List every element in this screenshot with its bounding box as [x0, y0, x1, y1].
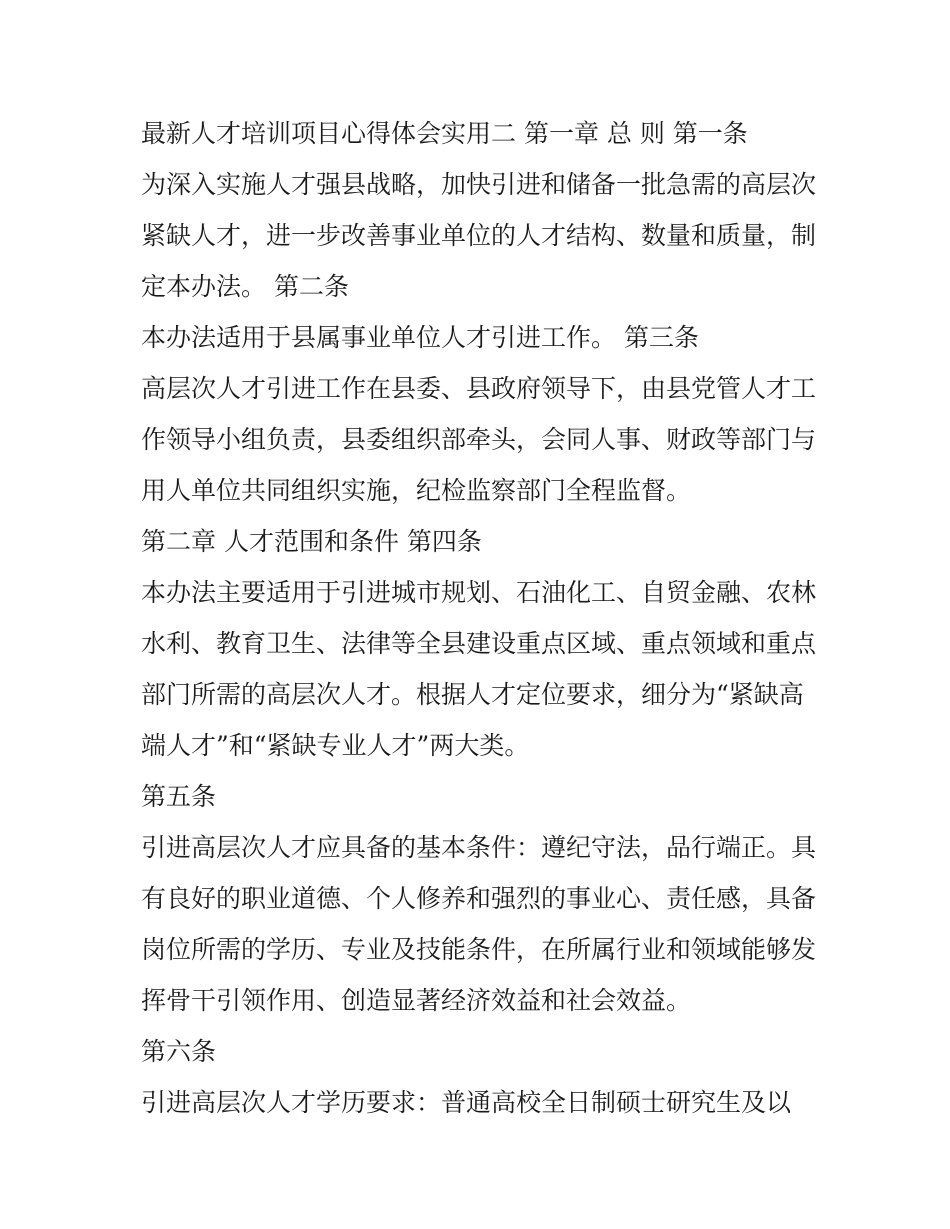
- text-line: 用人单位共同组织实施，纪检监察部门全程监督。: [141, 476, 692, 505]
- text-line: 定本办法。 第二条: [141, 272, 349, 301]
- text-line: 高层次人才引进工作在县委、县政府领导下，由县党管人才工: [141, 374, 817, 403]
- text-line: 为深入实施人才强县战略，加快引进和储备一批急需的高层次: [141, 170, 817, 199]
- text-line: 岗位所需的学历、专业及技能条件，在所属行业和领域能够发: [141, 935, 817, 964]
- text-line: 有良好的职业道德、个人修养和强烈的事业心、责任感，具备: [141, 884, 817, 913]
- text-line: 最新人才培训项目心得体会实用二 第一章 总 则 第一条: [141, 119, 748, 148]
- text-line: 水利、教育卫生、法律等全县建设重点区域、重点领域和重点: [141, 629, 817, 658]
- text-line: 第六条: [141, 1037, 217, 1066]
- text-line: 第五条: [141, 782, 217, 811]
- text-line: 引进高层次人才应具备的基本条件：遵纪守法，品行端正。具: [141, 833, 817, 862]
- text-line: 作领导小组负责，县委组织部牵头，会同人事、财政等部门与: [141, 425, 817, 454]
- text-line: 部门所需的高层次人才。根据人才定位要求，细分为“紧缺高: [141, 680, 804, 709]
- text-line: 本办法主要适用于引进城市规划、石油化工、自贸金融、农林: [141, 578, 817, 607]
- text-line: 本办法适用于县属事业单位人才引进工作。 第三条: [141, 323, 699, 352]
- text-line: 挥骨干引领作用、创造显著经济效益和社会效益。: [141, 986, 692, 1015]
- text-line: 端人才”和“紧缺专业人才”两大类。: [141, 731, 530, 760]
- text-line: 引进高层次人才学历要求：普通高校全日制硕士研究生及以: [141, 1088, 792, 1117]
- text-line: 第二章 人才范围和条件 第四条: [141, 527, 482, 556]
- document-body: [141, 108, 821, 1128]
- text-line: 紧缺人才，进一步改善事业单位的人才结构、数量和质量，制: [141, 221, 817, 250]
